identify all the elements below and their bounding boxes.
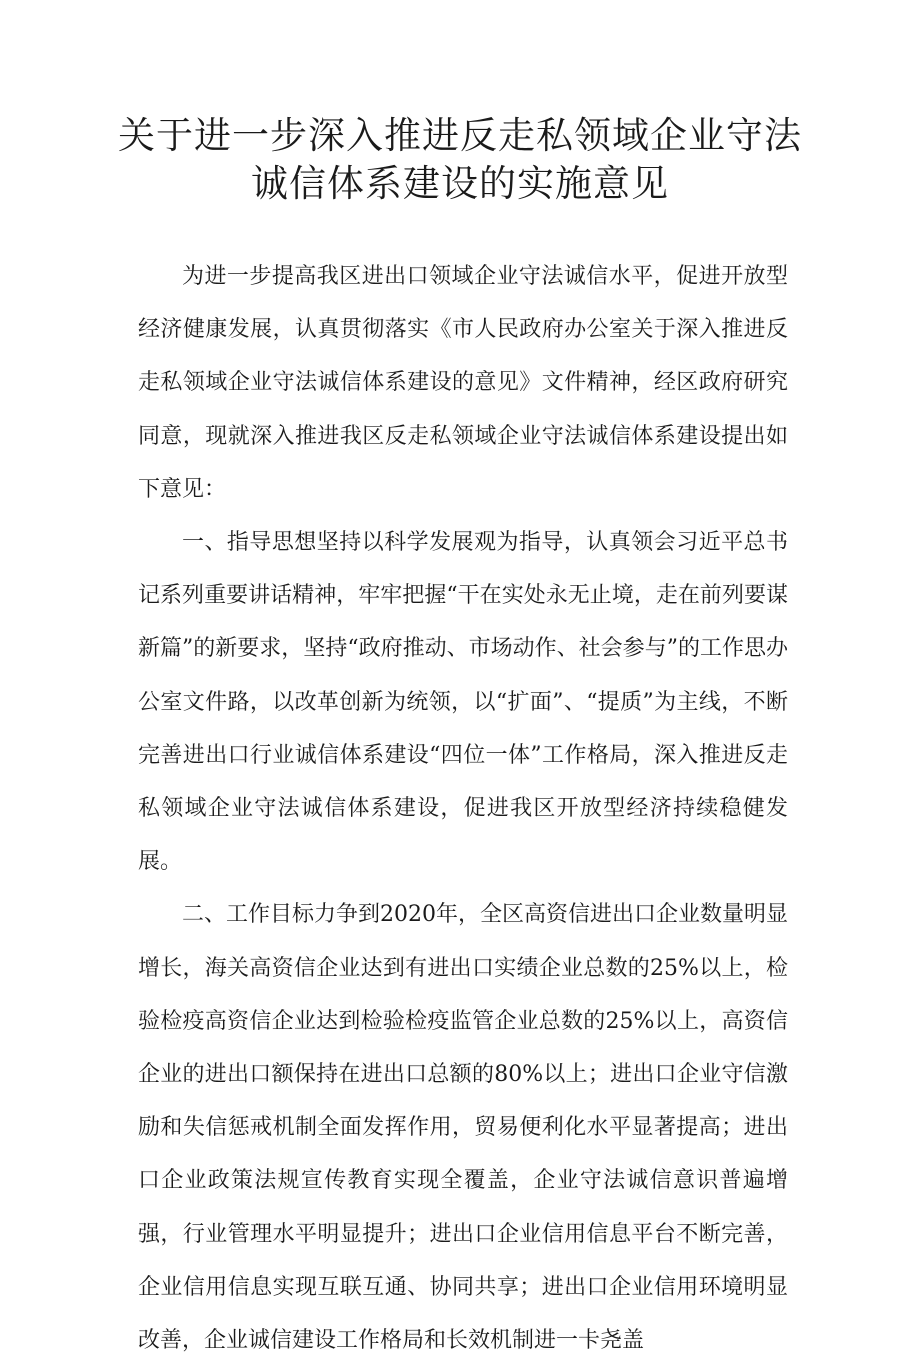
document-body [138, 250, 788, 1367]
paragraph-guiding-ideology: 一、指导思想坚持以科学发展观为指导，认真领会习近平总书记系列重要讲话精神，牢牢把握“干在实处永无止境，走在前列要谋新篇”的新要求，坚持“政府推动、市场动作、社会参与”的工作思办公室文件路，以改革创新为统领，以“扩面”、“提质”为主线，不断完善进出口行业诚信体系建设“四位一体”工作格局，深入推进反走私领域企业守法诚信体系建设，促进我区开放型经济持续稳健发展。 [138, 530, 788, 875]
paragraph-intro: 为进一步提高我区进出口领域企业守法诚信水平，促进开放型经济健康发展，认真贯彻落实《市人民政府办公室关于深入推进反走私领域企业守法诚信体系建设的意见》文件精神，经区政府研究同意，现就深入推进我区反走私领域企业守法诚信体系建设提出如下意见： [138, 264, 788, 502]
document-title-line-1: 关于进一步深入推进反走私领域企业守法 [118, 114, 802, 157]
paragraph-work-goals: 二、工作目标力争到2020年，全区高资信进出口企业数量明显增长，海关高资信企业达到有进出口实绩企业总数的25%以上，检验检疫高资信企业达到检验检疫监管企业总数的25%以上，高资信企业的进出口额保持在进出口总额的80%以上；进出口企业守信激励和失信惩戒机制全面发挥作用，贸易便利化水平显著提高；进出口企业政策法规宣传教育实现全覆盖，企业守法诚信意识普遍增强，行业管理水平明显提升；进出口企业信用信息平台不断完善，企业信用信息实现互联互通、协同共享；进出口企业信用环境明显改善，企业诚信建设工作格局和长效机制进一卡尧盖 [138, 902, 788, 1354]
document-title-line-2: 诚信体系建设的实施意见 [251, 162, 669, 205]
